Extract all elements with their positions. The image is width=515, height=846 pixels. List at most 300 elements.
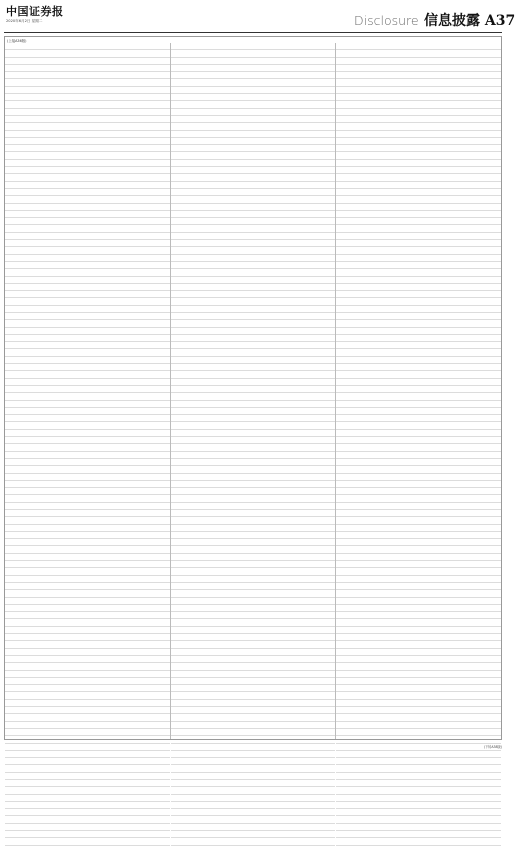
table-row [5,459,170,466]
table-row [336,401,501,408]
table-row [171,568,336,575]
table-row [336,109,501,116]
table-row [5,656,170,663]
table-row [5,182,170,189]
table-row [5,751,170,758]
table-row [5,313,170,320]
table-row [5,605,170,612]
table-row [171,459,336,466]
table-row [336,72,501,79]
table-row [5,692,170,699]
table-row [336,685,501,692]
table-row [171,65,336,72]
table-row [171,357,336,364]
table-row [171,685,336,692]
table-row [171,517,336,524]
table-row [336,736,501,743]
table-row [5,474,170,481]
table-row [336,79,501,86]
table-row [5,320,170,327]
table-row [336,692,501,699]
newspaper-logo: 中国证券报 [6,5,64,18]
table-row [171,510,336,517]
table-row [336,598,501,605]
table-row [5,780,170,787]
table-row [171,481,336,488]
table-row [336,167,501,174]
table-row [336,291,501,298]
table-row [171,58,336,65]
table-row [336,481,501,488]
table-row [171,386,336,393]
table-row [171,167,336,174]
table-row [336,634,501,641]
table-row [5,641,170,648]
table-row [171,182,336,189]
table-row [171,269,336,276]
table-row [336,357,501,364]
table-row [171,204,336,211]
table-row [5,284,170,291]
table-row [171,838,336,845]
table-row [336,101,501,108]
table-row [5,401,170,408]
table-row [171,87,336,94]
table-row [171,525,336,532]
table-row [171,335,336,342]
table-row [171,671,336,678]
table-row [5,131,170,138]
table-row [5,145,170,152]
table-row [5,174,170,181]
table-row [336,240,501,247]
table-row [171,393,336,400]
table-row [171,123,336,130]
table-row [171,554,336,561]
table-row [171,816,336,823]
table-row [5,729,170,736]
table-row [5,590,170,597]
table-column [5,43,170,739]
table-row [171,401,336,408]
table-row [171,532,336,539]
table-row [5,612,170,619]
table-row [336,225,501,232]
table-row [5,50,170,57]
table-row [171,663,336,670]
table-row [336,707,501,714]
table-row [5,430,170,437]
table-row [171,422,336,429]
table-row [5,678,170,685]
table-row [171,196,336,203]
table-row [336,576,501,583]
table-row [5,816,170,823]
table-row [5,787,170,794]
table-row [5,94,170,101]
table-row [336,663,501,670]
table-row [336,196,501,203]
table-row [336,386,501,393]
table-row [171,546,336,553]
table-row [336,780,501,787]
table-row [5,649,170,656]
table-row [171,700,336,707]
table-row [171,787,336,794]
table-row [336,466,501,473]
table-row [5,138,170,145]
table-row [5,218,170,225]
table-row [336,714,501,721]
table-row [171,627,336,634]
table-row [171,795,336,802]
table-row [336,116,501,123]
table-row [336,328,501,335]
table-row [5,58,170,65]
table-row [5,277,170,284]
table-row [5,298,170,305]
table-row [5,152,170,159]
table-row [171,94,336,101]
table-columns [5,43,501,739]
table-row [5,123,170,130]
table-row [5,357,170,364]
table-row [5,386,170,393]
table-row [171,430,336,437]
table-row [336,722,501,729]
table-row [171,707,336,714]
table-row [336,795,501,802]
table-row [336,474,501,481]
table-row [5,510,170,517]
table-row [336,335,501,342]
table-row [5,306,170,313]
table-row [171,649,336,656]
table-row [171,612,336,619]
table-row [171,291,336,298]
table-row [171,539,336,546]
table-row [5,773,170,780]
table-row [5,700,170,707]
table-row [5,408,170,415]
table-row [171,576,336,583]
table-row [5,167,170,174]
table-row [171,466,336,473]
continued-from-label: (上接A36版) [7,39,27,43]
table-row [171,824,336,831]
table-row [336,379,501,386]
table-row [336,437,501,444]
table-row [171,437,336,444]
table-row [336,204,501,211]
table-row [5,532,170,539]
table-row [336,211,501,218]
table-row [336,700,501,707]
table-row [336,495,501,502]
table-row [336,568,501,575]
table-row [5,269,170,276]
masthead [4,1,515,31]
table-row [5,744,170,751]
table-row [5,685,170,692]
table-row [336,218,501,225]
table-row [5,707,170,714]
disclosure-table [4,36,502,740]
table-row [5,240,170,247]
table-row [336,765,501,772]
table-row [336,233,501,240]
section-title-english: Disclosure [354,13,419,28]
table-row [5,444,170,451]
table-row [336,590,501,597]
table-row [336,751,501,758]
table-row [5,517,170,524]
table-row [171,328,336,335]
table-row [336,838,501,845]
table-row [336,546,501,553]
table-row [5,87,170,94]
table-row [171,379,336,386]
table-row [5,627,170,634]
table-row [5,561,170,568]
table-row [336,131,501,138]
table-row [171,751,336,758]
table-row [336,583,501,590]
table-row [5,758,170,765]
table-row [5,838,170,845]
table-row [5,802,170,809]
table-row [336,145,501,152]
table-row [336,422,501,429]
table-row [336,816,501,823]
table-row [336,824,501,831]
table-row [171,408,336,415]
table-row [171,101,336,108]
table-row [336,678,501,685]
table-row [171,262,336,269]
table-row [336,430,501,437]
table-row [171,714,336,721]
table-row [336,313,501,320]
table-row [5,539,170,546]
table-row [5,824,170,831]
table-row [336,503,501,510]
table-row [5,116,170,123]
table-row [171,452,336,459]
table-row [5,576,170,583]
table-row [336,517,501,524]
table-row [5,225,170,232]
table-row [336,182,501,189]
table-row [5,79,170,86]
table-row [336,320,501,327]
table-row [5,364,170,371]
section-title-chinese [424,10,515,30]
table-row [336,255,501,262]
table-row [171,160,336,167]
table-row [171,284,336,291]
table-row [171,809,336,816]
table-row [336,298,501,305]
table-row [5,809,170,816]
table-row [5,765,170,772]
table-row [171,364,336,371]
table-row [5,211,170,218]
table-row [5,831,170,838]
table-row [336,138,501,145]
table-row [336,605,501,612]
table-row [171,415,336,422]
table-row [171,474,336,481]
table-row [336,773,501,780]
table-row [5,619,170,626]
table-row [171,678,336,685]
table-row [5,795,170,802]
table-row [171,72,336,79]
table-row [171,444,336,451]
table-row [5,379,170,386]
table-row [5,255,170,262]
table-row [5,415,170,422]
table-row [171,145,336,152]
table-row [5,437,170,444]
table-row [171,174,336,181]
table-row [171,765,336,772]
table-row [171,247,336,254]
table-row [336,627,501,634]
table-row [336,247,501,254]
table-row [5,72,170,79]
table-row [5,328,170,335]
table-row [336,554,501,561]
table-row [5,204,170,211]
table-row [5,554,170,561]
table-row [5,714,170,721]
table-row [5,422,170,429]
continued-on-label: (下转A38版) [483,745,502,749]
table-row [336,809,501,816]
table-row [171,831,336,838]
table-row [171,488,336,495]
table-column [335,43,501,739]
section-name: 信息披露 [424,13,480,29]
table-row [336,444,501,451]
table-row [336,123,501,130]
table-row [5,671,170,678]
table-row [171,152,336,159]
table-row [5,393,170,400]
table-row [336,50,501,57]
table-row [336,452,501,459]
table-row [171,773,336,780]
table-row [336,656,501,663]
table-row [5,109,170,116]
table-row [171,255,336,262]
table-row [171,656,336,663]
table-row [5,189,170,196]
table-row [336,277,501,284]
table-row [171,240,336,247]
table-row [171,605,336,612]
table-row [5,101,170,108]
table-row [336,349,501,356]
table-row [336,787,501,794]
table-row [336,342,501,349]
table-row [336,58,501,65]
table-row [171,79,336,86]
table-row [5,262,170,269]
table-row [171,313,336,320]
table-row [5,452,170,459]
table-row [5,160,170,167]
table-row [336,160,501,167]
table-row [171,692,336,699]
table-row [336,649,501,656]
table-row [171,277,336,284]
table-row [171,590,336,597]
table-row [336,43,501,50]
table-row [5,291,170,298]
table-row [171,736,336,743]
table-row [336,831,501,838]
table-row [171,780,336,787]
table-row [336,284,501,291]
table-row [336,371,501,378]
table-row [5,663,170,670]
table-row [336,306,501,313]
table-row [336,671,501,678]
table-row [336,619,501,626]
table-row [5,196,170,203]
table-row [171,218,336,225]
table-row [5,247,170,254]
table-row [5,495,170,502]
table-row [5,634,170,641]
table-row [336,641,501,648]
table-row [171,306,336,313]
table-row [5,736,170,743]
table-row [336,758,501,765]
table-row [336,744,501,751]
table-row [5,583,170,590]
table-row [5,371,170,378]
table-row [171,634,336,641]
table-row [336,612,501,619]
table-row [171,619,336,626]
table-row [171,561,336,568]
table-column [170,43,336,739]
table-row [171,233,336,240]
table-row [171,189,336,196]
table-row [171,598,336,605]
table-row [171,320,336,327]
table-row [171,371,336,378]
table-row [171,116,336,123]
table-row [171,131,336,138]
masthead-rule [4,32,502,33]
table-row [171,583,336,590]
table-row [336,729,501,736]
table-row [5,43,170,50]
table-row [336,87,501,94]
table-row [171,758,336,765]
table-row [5,466,170,473]
table-row [171,349,336,356]
table-row [5,65,170,72]
table-row [171,722,336,729]
table-row [171,729,336,736]
table-row [171,109,336,116]
